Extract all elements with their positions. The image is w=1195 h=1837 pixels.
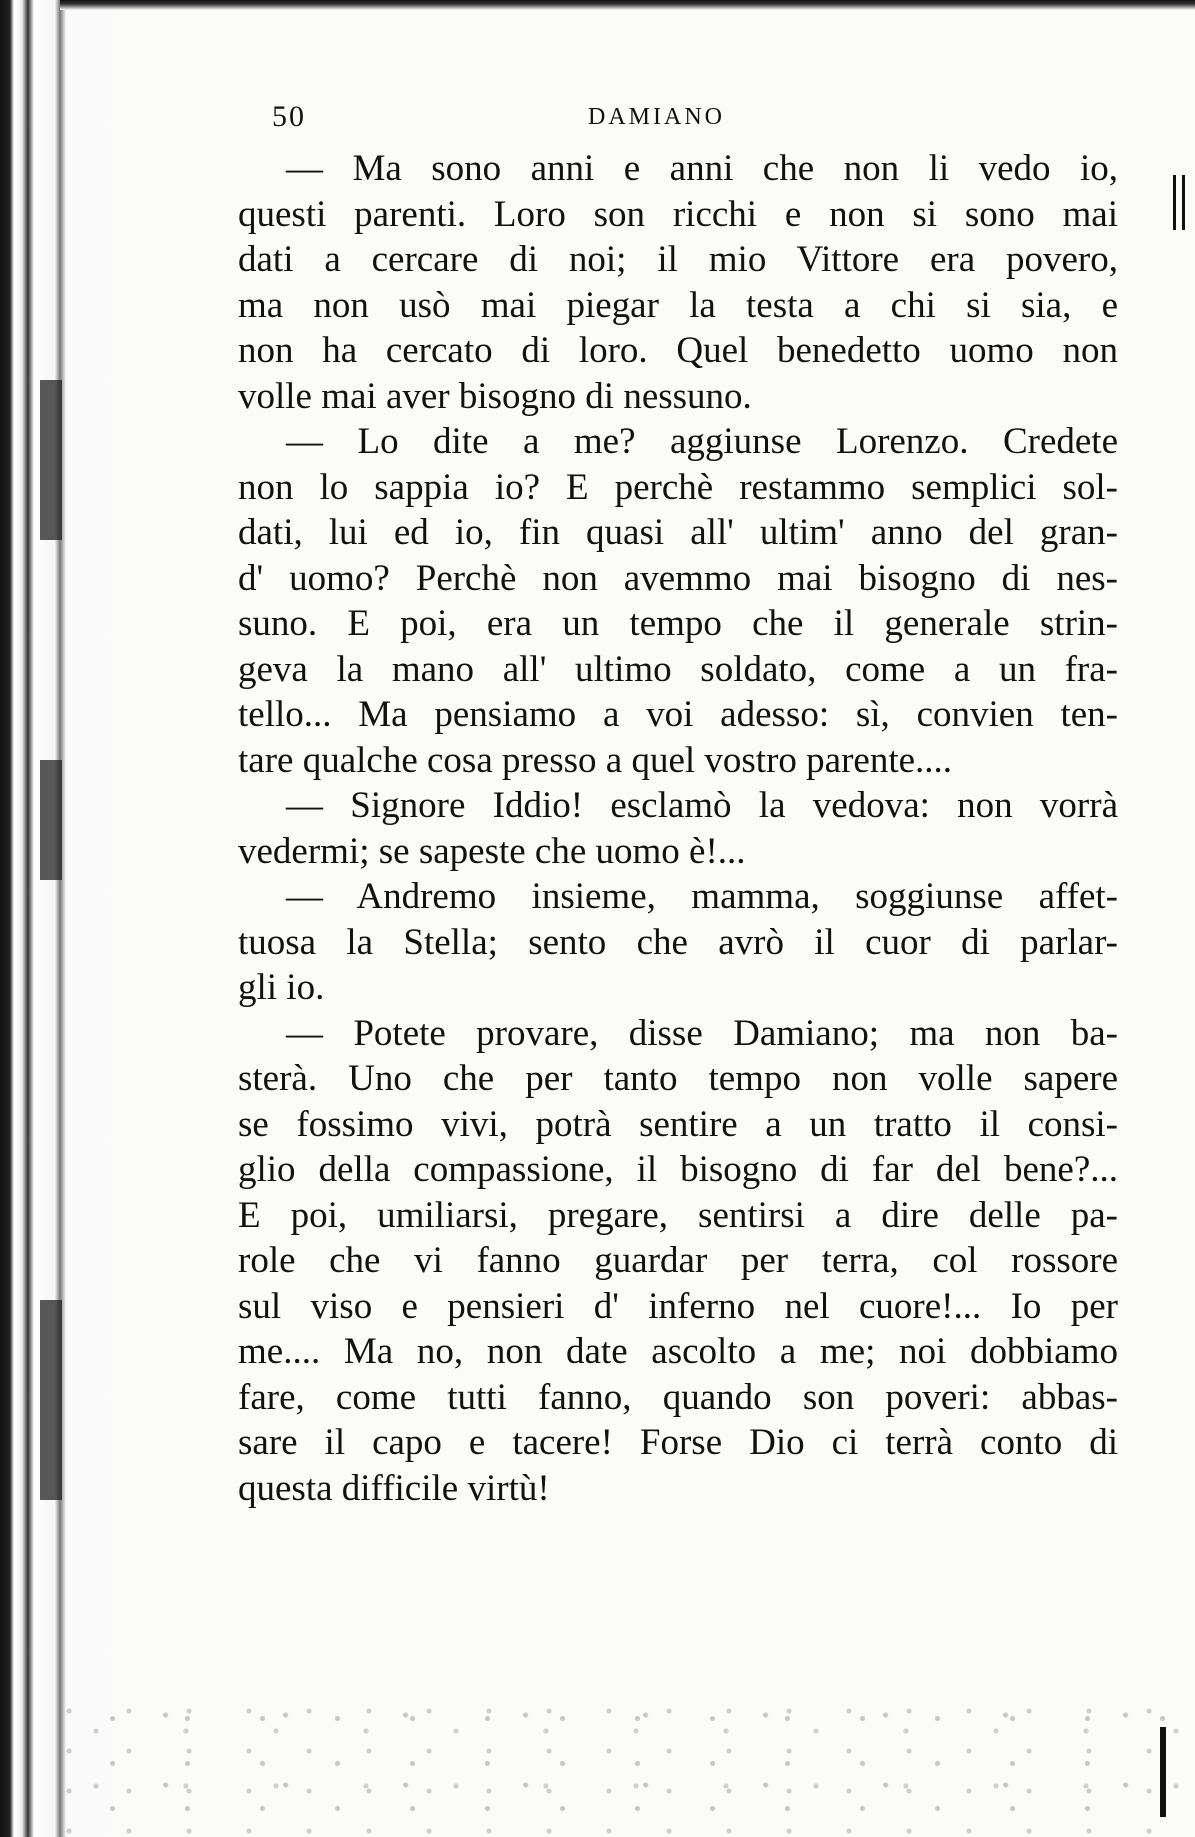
scan-bottom-mark	[1160, 1727, 1166, 1817]
scan-margin-mark	[1173, 175, 1185, 230]
text-line: glio della compassione, il bisogno di far del bene?...	[238, 1149, 1118, 1190]
text-line: tare qualche cosa presso a quel vostro parente....	[238, 739, 953, 781]
binding-shadow	[40, 760, 62, 880]
text-line: volle mai aver bisogno di nessuno.	[238, 375, 752, 417]
scan-top-edge	[60, 0, 1195, 10]
text-line: sare il capo e tacere! Forse Dio ci terrà conto di	[238, 1422, 1118, 1463]
binding-shadow	[40, 380, 62, 540]
text-line: — Signore Iddio! esclamò la vedova: non vorrà	[286, 785, 1118, 826]
book-binding-edge	[0, 0, 150, 1837]
text-line: suno. E poi, era un tempo che il generale strin-	[238, 603, 1118, 644]
text-line: non lo sappia io? E perchè restammo semplici sol-	[238, 466, 1118, 508]
text-line: d' uomo? Perchè non avemmo mai bisogno di nes-	[238, 557, 1118, 599]
page-header	[238, 92, 1068, 142]
binding-shadow	[40, 1300, 62, 1500]
text-line: se fossimo vivi, potrà sentire a un tratto il consi-	[238, 1103, 1118, 1145]
scan-bottom-noise	[60, 1687, 1195, 1837]
text-line: geva la mano all' ultimo soldato, come a un fra-	[238, 648, 1118, 690]
text-line: dati a cercare di noi; il mio Vittore era povero,	[238, 239, 1118, 280]
text-line: gli io.	[238, 967, 325, 1008]
page-number: 50	[272, 100, 306, 133]
text-line: — Lo dite a me? aggiunse Lorenzo. Credete	[286, 421, 1118, 462]
text-line: vedermi; se sapeste che uomo è!...	[238, 830, 746, 872]
text-line: ma non usò mai piegar la testa a chi si sia, e	[238, 284, 1118, 326]
text-line: questi parenti. Loro son ricchi e non si sono mai	[238, 193, 1118, 235]
text-line: — Potete provare, disse Damiano; ma non ba-	[286, 1012, 1118, 1054]
text-line: sul viso e pensieri d' inferno nel cuore!... Io per	[238, 1285, 1118, 1327]
text-line: tuosa la Stella; sento che avrò il cuor di parlar-	[238, 921, 1118, 963]
text-line: me.... Ma no, non date ascolto a me; noi dobbiamo	[238, 1331, 1118, 1372]
text-line: sterà. Uno che per tanto tempo non volle sapere	[238, 1058, 1118, 1099]
text-line: E poi, umiliarsi, pregare, sentirsi a dire delle pa-	[238, 1194, 1118, 1236]
text-line: role che vi fanno guardar per terra, col rossore	[238, 1240, 1118, 1281]
text-line: tello... Ma pensiamo a voi adesso: sì, convien ten-	[238, 694, 1118, 735]
text-line: — Ma sono anni e anni che non li vedo io,	[286, 148, 1118, 189]
text-line: questa difficile virtù!	[238, 1467, 550, 1509]
running-title: DAMIANO	[588, 104, 725, 130]
text-line: fare, come tutti fanno, quando son poveri: abbas-	[238, 1376, 1118, 1418]
body-text	[238, 146, 1118, 1511]
text-line: — Andremo insieme, mamma, soggiunse affet-	[286, 876, 1118, 917]
text-line: non ha cercato di loro. Quel benedetto uomo non	[238, 330, 1118, 371]
text-line: dati, lui ed io, fin quasi all' ultim' anno del gran-	[238, 512, 1118, 553]
